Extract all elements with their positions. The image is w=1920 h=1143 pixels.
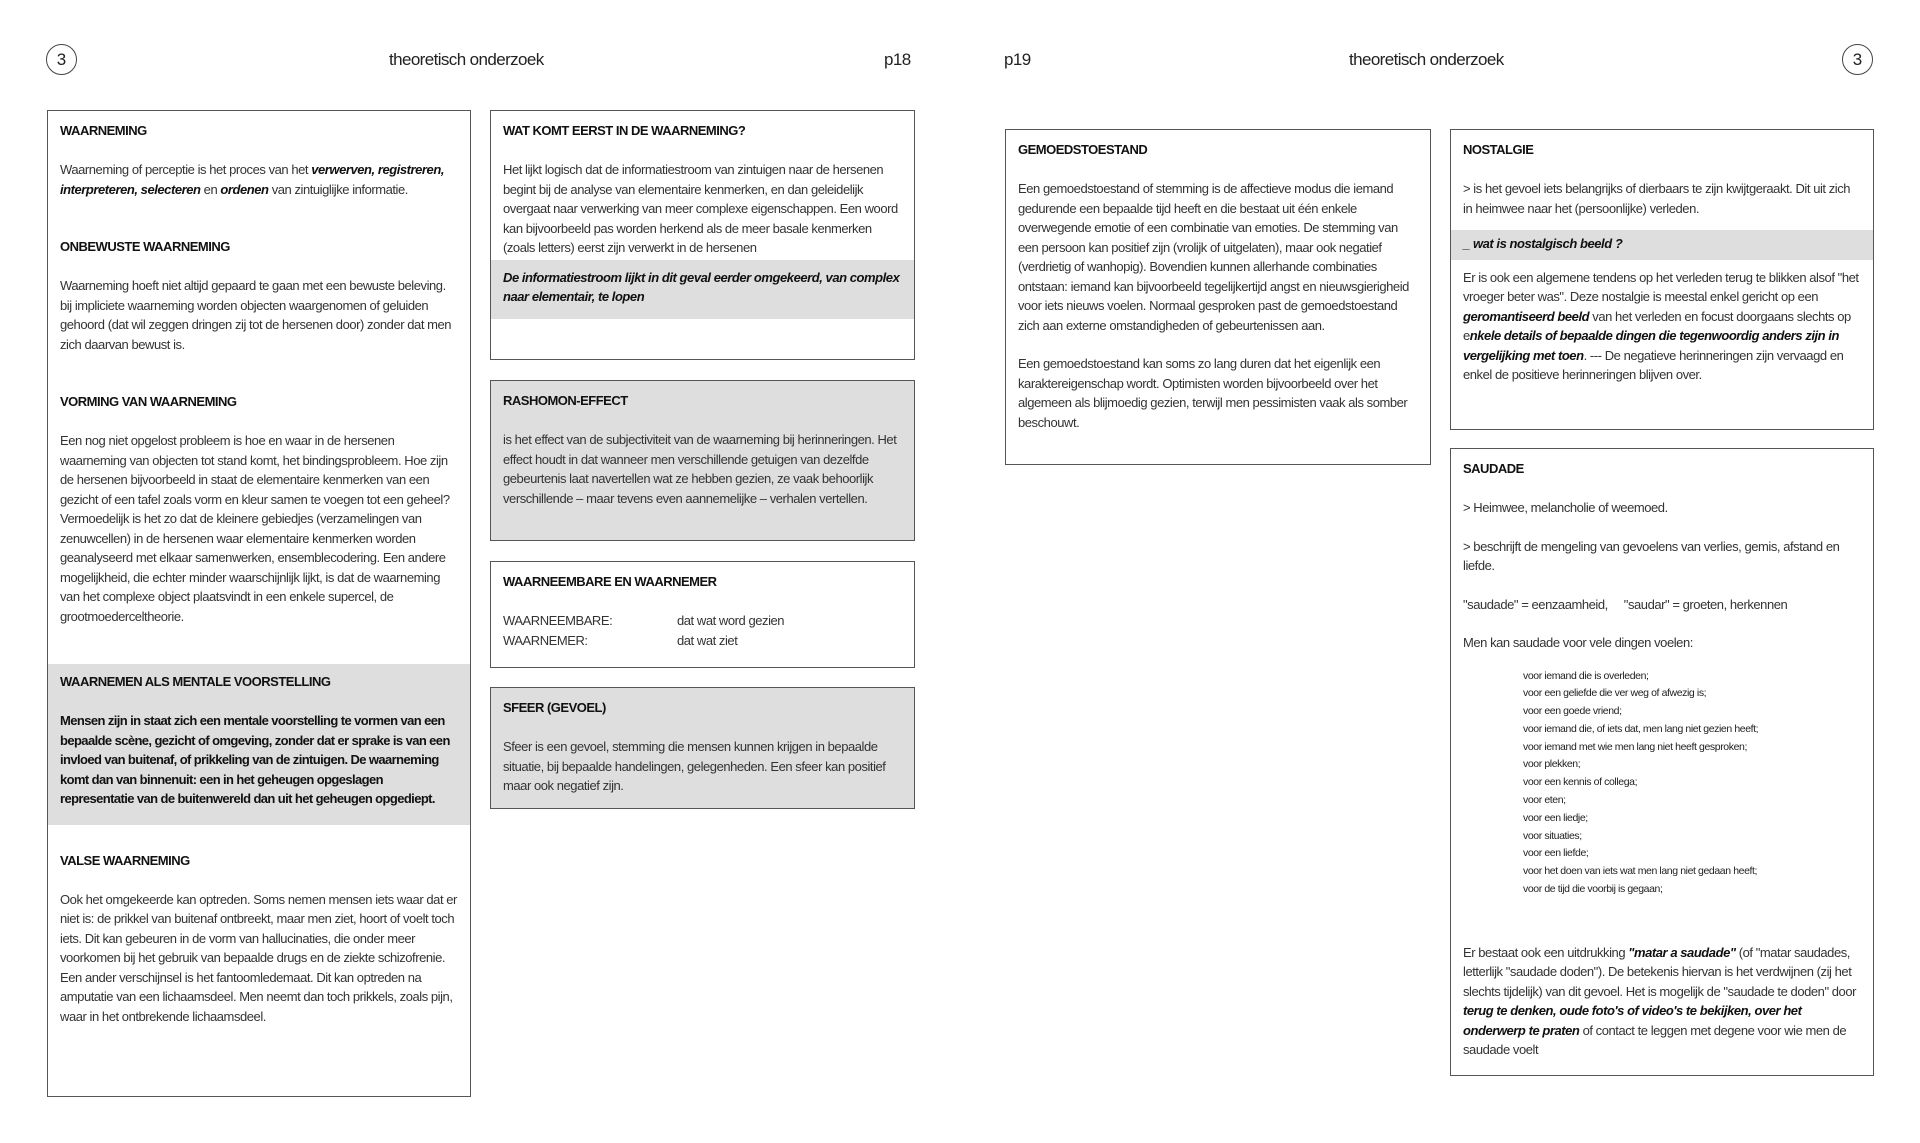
running-title-left: theoretisch onderzoek	[389, 50, 544, 69]
card-title: GEMOEDSTOESTAND	[1018, 142, 1148, 157]
term: WAARNEMER:	[503, 632, 588, 648]
card-body	[491, 381, 914, 508]
definition-list	[503, 611, 902, 650]
section-title: VORMING VAN WAARNEMING	[60, 394, 237, 409]
list-item: voor iemand die, of iets dat, men lang niet gezien heeft;	[1523, 722, 1759, 735]
list-item: voor een goede vriend;	[1523, 705, 1622, 718]
card-rashomon-effect	[490, 380, 915, 541]
list-item: voor iemand met wie men lang niet heeft gesproken;	[1523, 740, 1747, 753]
definition: dat wat ziet	[677, 632, 738, 648]
card-body	[491, 688, 914, 796]
text-run: of contact te leggen met degene voor wie men de saudade voelt	[1463, 1022, 1847, 1058]
text-run: "saudade" = eenzaamheid,	[1463, 596, 1608, 612]
list-item: voor iemand die is overleden;	[1523, 669, 1649, 682]
card-title: RASHOMON-EFFECT	[503, 393, 628, 408]
section-title: WAARNEMING	[60, 123, 147, 138]
list-item: voor situaties;	[1523, 829, 1582, 842]
etymology	[1463, 595, 1861, 615]
card-body	[1451, 130, 1873, 218]
card-sfeer	[490, 687, 915, 809]
card-text: Een gemoedstoestand kan soms zo lang duren dat het eigenlijk een karaktereigenschap wordt. Optimisten worden bijvoorbeeld over het algemeen als blijmoedig gezien, terwijl men pessimisten vaak als somber beschouwt.	[1018, 356, 1408, 430]
card-text: is het effect van de subjectiviteit van de waarneming bij herinneringen. Het effect houdt in dat wanneer men verschillende getuigen van dezelfde gebeurtenis laat navertellen wat ze hebben gezien, ze vaak behoorlijk verschillende – maar tevens even aannemelijke – verhalen vertellen.	[503, 432, 897, 506]
section-title: VALSE WAARNEMING	[60, 852, 190, 868]
card-text: Een gemoedstoestand of stemming is de affectieve modus die iemand gedurende een bepaalde tijd heeft en die bestaat uit één enkele overwegende emotie of een combinatie van emoties. De stemming van een persoon kan positief zijn (vrolijk of uitgelaten), maar ook negatief (verdrietig of wanhopig). Bovendien kunnen allerhande combinaties ontstaan: iemand kan bijvoorbeeld tegelijkertijd angst en nieuwsgierigheid voor iets nieuws voelen. Normaal gesproken past de gemoedstoestand zich aan externe omstandigheden of gebeurtenissen aan.	[1018, 181, 1409, 333]
section-waarneming	[48, 111, 470, 199]
section-title: WAARNEMEN ALS MENTALE VOORSTELLING	[60, 674, 331, 689]
section-valse-waarneming	[48, 825, 470, 1027]
section-text: Mensen zijn in staat zich een mentale voorstelling te vormen van een bepaalde scène, gezicht of omgeving, zonder dat er sprake is van een invloed van buitenaf, of prikkeling van de zintuigen. De waarneming komt dan van binnenuit: een in het geheugen opgeslagen representatie van de buitenwereld dan uit het geheugen opgediept.	[60, 713, 450, 806]
page-number-left: p18	[884, 50, 911, 69]
text-run: van het verleden en focust doorgaans slechts op e	[1463, 308, 1851, 343]
page-number-right: p19	[1004, 50, 1031, 69]
section-text: Ook het omgekeerde kan optreden. Soms nemen mensen iets waar dat er niet is: de prikkel van buitenaf ontbreekt, maar men ziet, hoort of voelt toch iets. Dit kan gebeuren in de vorm van hallucinaties, die onder meer voorkomen bij het gebruik van bepaalde drugs en de ziekte schizofrenie. Een ander verschijnsel is het fantoomledemaat. Dit kan optreden na amputatie van een lichaamsdeel. Men neemt dan toch prikkels, zoals pijn, waar in het ontbrekende lichaamsdeel.	[60, 891, 457, 1024]
list-item: voor plekken;	[1523, 758, 1581, 771]
card-text: Men kan saudade voor vele dingen voelen:	[1463, 635, 1693, 650]
text-run: Waarneming of perceptie is het proces van het	[60, 162, 312, 177]
card-saudade	[1450, 448, 1874, 1076]
card-text	[1463, 268, 1861, 385]
card-highlight	[491, 260, 914, 319]
card-title: WAARNEEMBARE EN WAARNEMER	[503, 574, 717, 589]
list-item: voor de tijd die voorbij is gegaan;	[1523, 883, 1663, 896]
emphasis: nkele details of bepaalde dingen die tegenwoordig anders zijn in vergelijking met toen	[1463, 328, 1839, 363]
term: WAARNEEMBARE:	[503, 613, 613, 628]
text-run: en	[200, 181, 221, 197]
card-body	[491, 111, 914, 258]
emphasis: verwerven, registreren, interpreteren, selecteren	[60, 162, 444, 197]
card-waarneembare-en-waarnemer	[490, 561, 915, 668]
list-item: voor een liedje;	[1523, 811, 1588, 824]
text-run: (of "matar saudades, letterlijk "saudade doden"). De betekenis hiervan is het verdwijnen (zij het slechts tijdelijk) van dit gevoel. Het is mogelijk de "saudade te doden" door	[1463, 944, 1856, 999]
list-item: voor een liefde;	[1523, 847, 1589, 860]
emphasis: geromantiseerd beeld	[1463, 308, 1590, 324]
section-title: ONBEWUSTE WAARNEMING	[60, 239, 230, 254]
card-gemoedstoestand	[1005, 129, 1431, 465]
list-item: voor eten;	[1523, 794, 1566, 807]
highlight-text	[503, 268, 902, 307]
card-text: > is het gevoel iets belangrijks of dierbaars te zijn kwijtgeraakt. Dit uit zich in heimwee naar het (persoonlijke) verleden.	[1463, 181, 1851, 216]
card-title: WAT KOMT EERST IN DE WAARNEMING?	[503, 123, 746, 138]
text-run: Er is ook een algemene tendens op het verleden terug te blikken alsof "het vroeger beter was". Deze nostalgie is meestal enkel gericht op een	[1463, 269, 1859, 304]
section-text: Een nog niet opgelost probleem is hoe en waar in de hersenen waarneming van objecten tot stand komt, het bindingsprobleem. Hoe zijn de hersenen bijvoorbeeld in staat de elementaire kenmerken van een gezicht of een tafel zoals vorm en kleur samen te voegen tot een geheel? Vermoedelijk is het zo dat de kleinere gebiedjes (verzamelingen van zenuwcellen) in de hersenen waar elementaire kenmerken worden geanalyseerd met elkaar samenwerken, ensemblecodering. Een andere mogelijkheid, die echter minder waarschijnlijk lijkt, is dat de waarneming van het complexe object plaatsvindt in een enkele supercel, de grootmoederceltheorie.	[60, 433, 450, 624]
card-question-band	[1451, 230, 1873, 260]
list-item: voor een geliefde die ver weg of afwezig is;	[1523, 687, 1707, 700]
running-title-right: theoretisch onderzoek	[1349, 50, 1504, 69]
emphasis: "matar a saudade"	[1628, 944, 1736, 960]
emphasis: terug te denken, oude foto's of video's te bekijken, over het onderwerp te praten	[1463, 1003, 1802, 1038]
saudade-list	[1463, 668, 1861, 899]
emphasis: _ wat is nostalgisch beeld ?	[1463, 236, 1623, 251]
definition: dat wat word gezien	[677, 613, 785, 628]
question-text	[1463, 234, 1861, 254]
text-run: . --- De negatieve herinneringen zijn vervaagd en enkel de positieve herinneringen blijven over.	[1463, 347, 1844, 382]
card-wat-komt-eerst	[490, 110, 915, 360]
card-body	[1451, 449, 1873, 1060]
card-body	[491, 562, 914, 650]
card-text	[1463, 943, 1861, 1060]
card-title: SAUDADE	[1463, 461, 1524, 476]
definition-row	[503, 611, 902, 631]
section-mentale-voorstelling	[48, 664, 470, 825]
text-run: Er bestaat ook een uitdrukking	[1463, 944, 1629, 960]
card-text: > beschrijft de mengeling van gevoelens van verlies, gemis, afstand en liefde.	[1463, 538, 1840, 573]
card-nostalgie	[1450, 129, 1874, 430]
card-text: Sfeer is een gevoel, stemming die mensen kunnen krijgen in bepaalde situatie, bij bepaalde handelingen, gelegenheden. Een sfeer kan positief maar ook negatief zijn.	[503, 739, 886, 793]
emphasis: ordenen	[220, 181, 269, 197]
definition-row	[503, 631, 902, 651]
card-title: NOSTALGIE	[1463, 142, 1534, 157]
chapter-number-right: 3	[1842, 44, 1873, 75]
card-text: > Heimwee, melancholie of weemoed.	[1463, 500, 1668, 515]
emphasis: De informatiestroom lijkt in dit geval eerder omgekeerd, van complex naar elementair, te lopen	[503, 269, 900, 304]
section-text	[60, 160, 458, 199]
list-item: voor een kennis of collega;	[1523, 776, 1638, 789]
section-text: Waarneming hoeft niet altijd gepaard te gaan met een bewuste beleving. bij impliciete waarneming worden objecten waargenomen of geluiden gehoord (dat wil zeggen dringen zij tot de hersenen door) zonder dat men zich daarvan bewust is.	[60, 278, 452, 352]
perception-panel	[47, 110, 471, 1097]
card-body	[1451, 260, 1873, 385]
text-run: van zintuiglijke informatie.	[268, 181, 408, 197]
chapter-number-left: 3	[46, 44, 77, 75]
section-onbewuste-waarneming	[48, 199, 470, 354]
section-vorming-van-waarneming	[48, 354, 470, 626]
list-item: voor het doen van iets wat men lang niet gedaan heeft;	[1523, 865, 1758, 878]
card-text: Het lijkt logisch dat de informatiestroom van zintuigen naar de hersenen begint bij de analyse van elementaire kenmerken, en dan geleidelijk overgaat naar verwerking van meer complexe eigenschappen. Een woord kan bijvoorbeeld pas worden herkend als de meer basale kenmerken (zoals letters) eerst zijn verwerkt in de hersenen	[503, 162, 898, 255]
card-body	[1006, 130, 1430, 432]
card-title: SFEER (GEVOEL)	[503, 700, 606, 715]
text-run: "saudar" = groeten, herkennen	[1623, 596, 1788, 612]
